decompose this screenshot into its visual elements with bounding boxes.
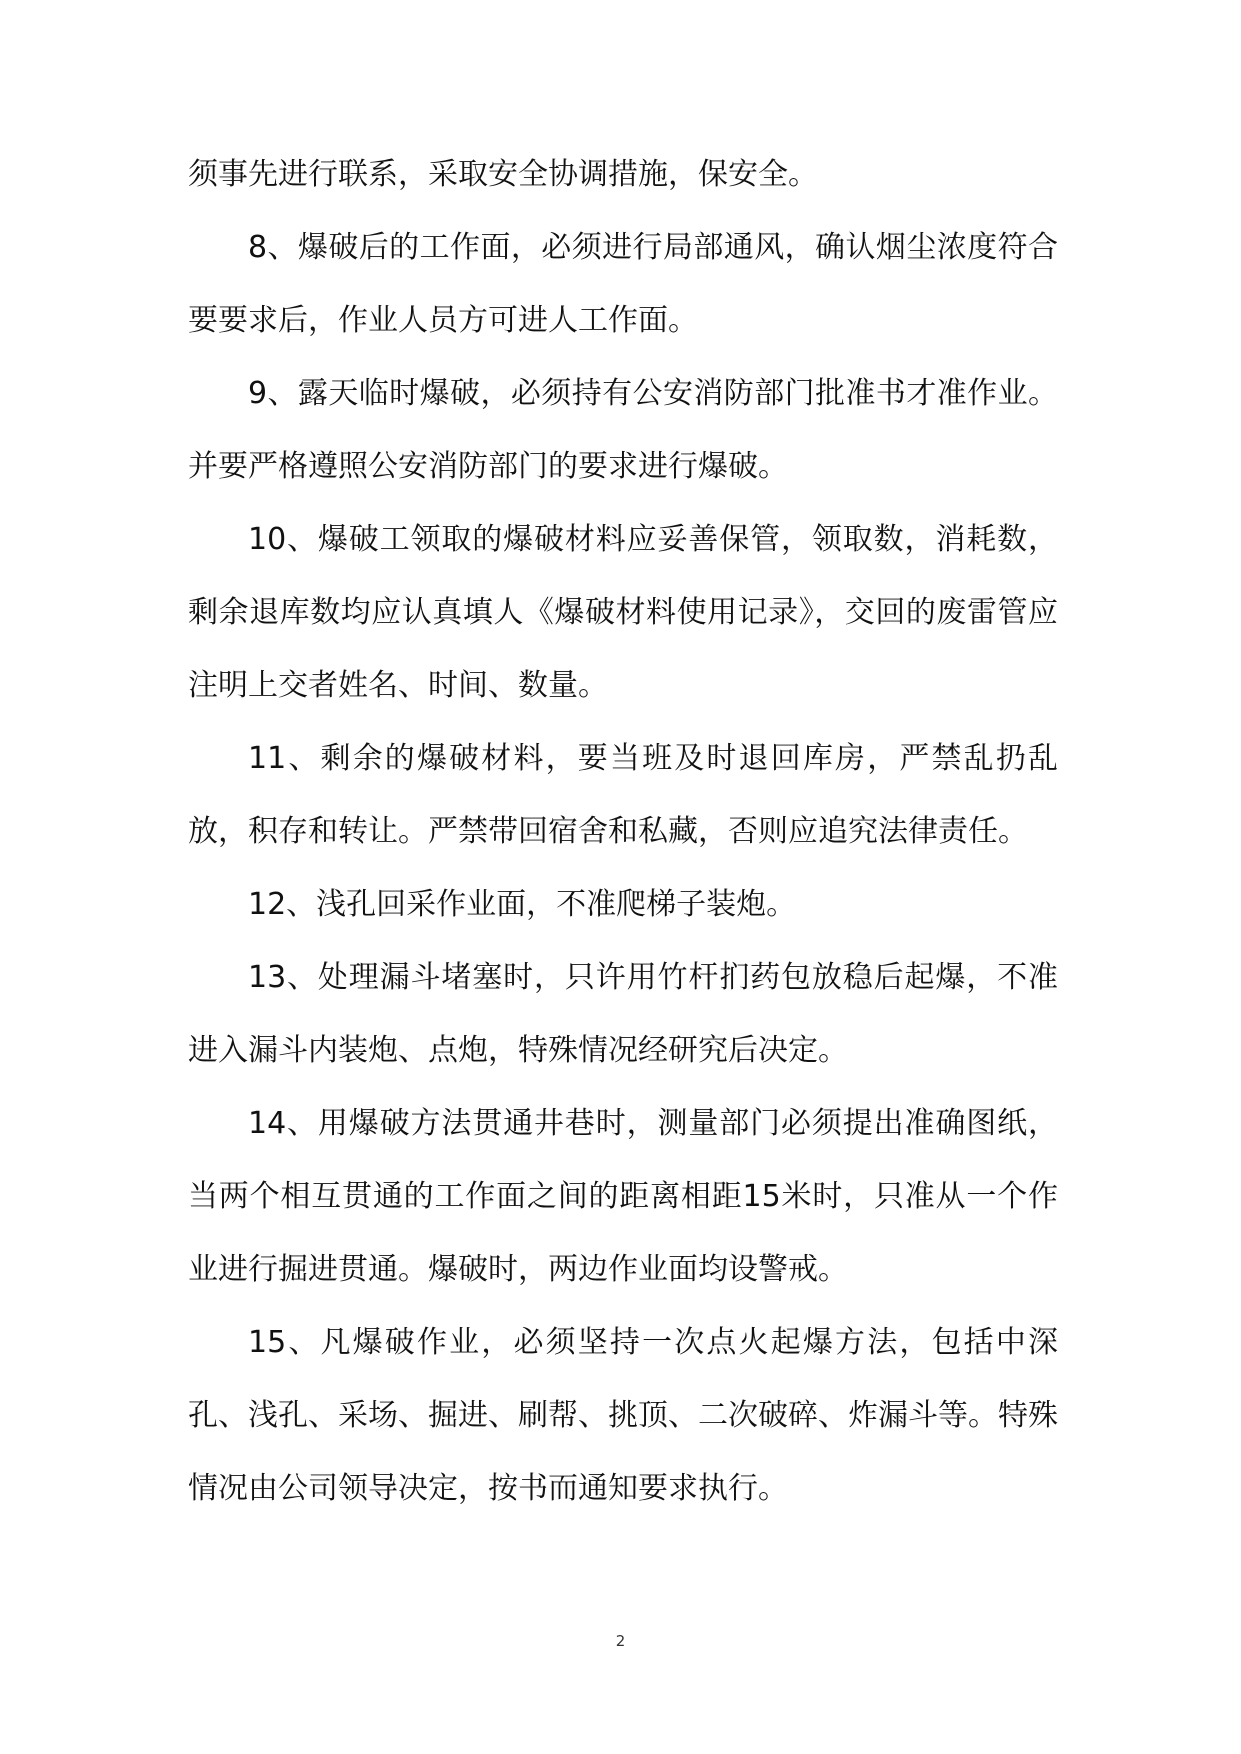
body-text: [188, 138, 1058, 1525]
paragraph-item-13: 13、处理漏斗堵塞时，只许用竹杆扪药包放稳后起爆，不准进入漏斗内装炮、点炮，特殊情况经研究后决定。: [188, 960, 1058, 1068]
paragraph-item-15: 15、凡爆破作业，必须坚持一次点火起爆方法，包括中深孔、浅孔、采场、掘进、刷帮、挑顶、二次破碎、炸漏斗等。特殊情况由公司领导决定，按书而通知要求执行。: [188, 1325, 1058, 1506]
page-number: 2: [615, 1632, 626, 1650]
paragraph-item-9: 9、露天临时爆破，必须持有公安消防部门批准书才准作业。并要严格遵照公安消防部门的要求进行爆破。: [188, 376, 1058, 484]
paragraph-item-14: 14、用爆破方法贯通井巷时，测量部门必须提出准确图纸，当两个相互贯通的工作面之间的距离相距15米时，只准从一个作业进行掘进贯通。爆破时，两边作业面均设警戒。: [188, 1106, 1058, 1287]
paragraph-item-10: 10、爆破工领取的爆破材料应妥善保管，领取数，消耗数，剩余退库数均应认真填人《爆破材料使用记录》，交回的废雷管应注明上交者姓名、时间、数量。: [188, 522, 1058, 703]
paragraph-item-8: 8、爆破后的工作面，必须进行局部通风，确认烟尘浓度符合要要求后，作业人员方可进人工作面。: [188, 230, 1058, 338]
paragraph-continued: 须事先进行联系，采取安全协调措施，保安全。: [188, 157, 818, 192]
paragraph-item-12: 12、浅孔回采作业面，不准爬梯子装炮。: [248, 887, 797, 922]
paragraph-item-11: 11、剩余的爆破材料，要当班及时退回库房，严禁乱扔乱放，积存和转让。严禁带回宿舍和私藏，否则应追究法律责任。: [188, 741, 1058, 849]
